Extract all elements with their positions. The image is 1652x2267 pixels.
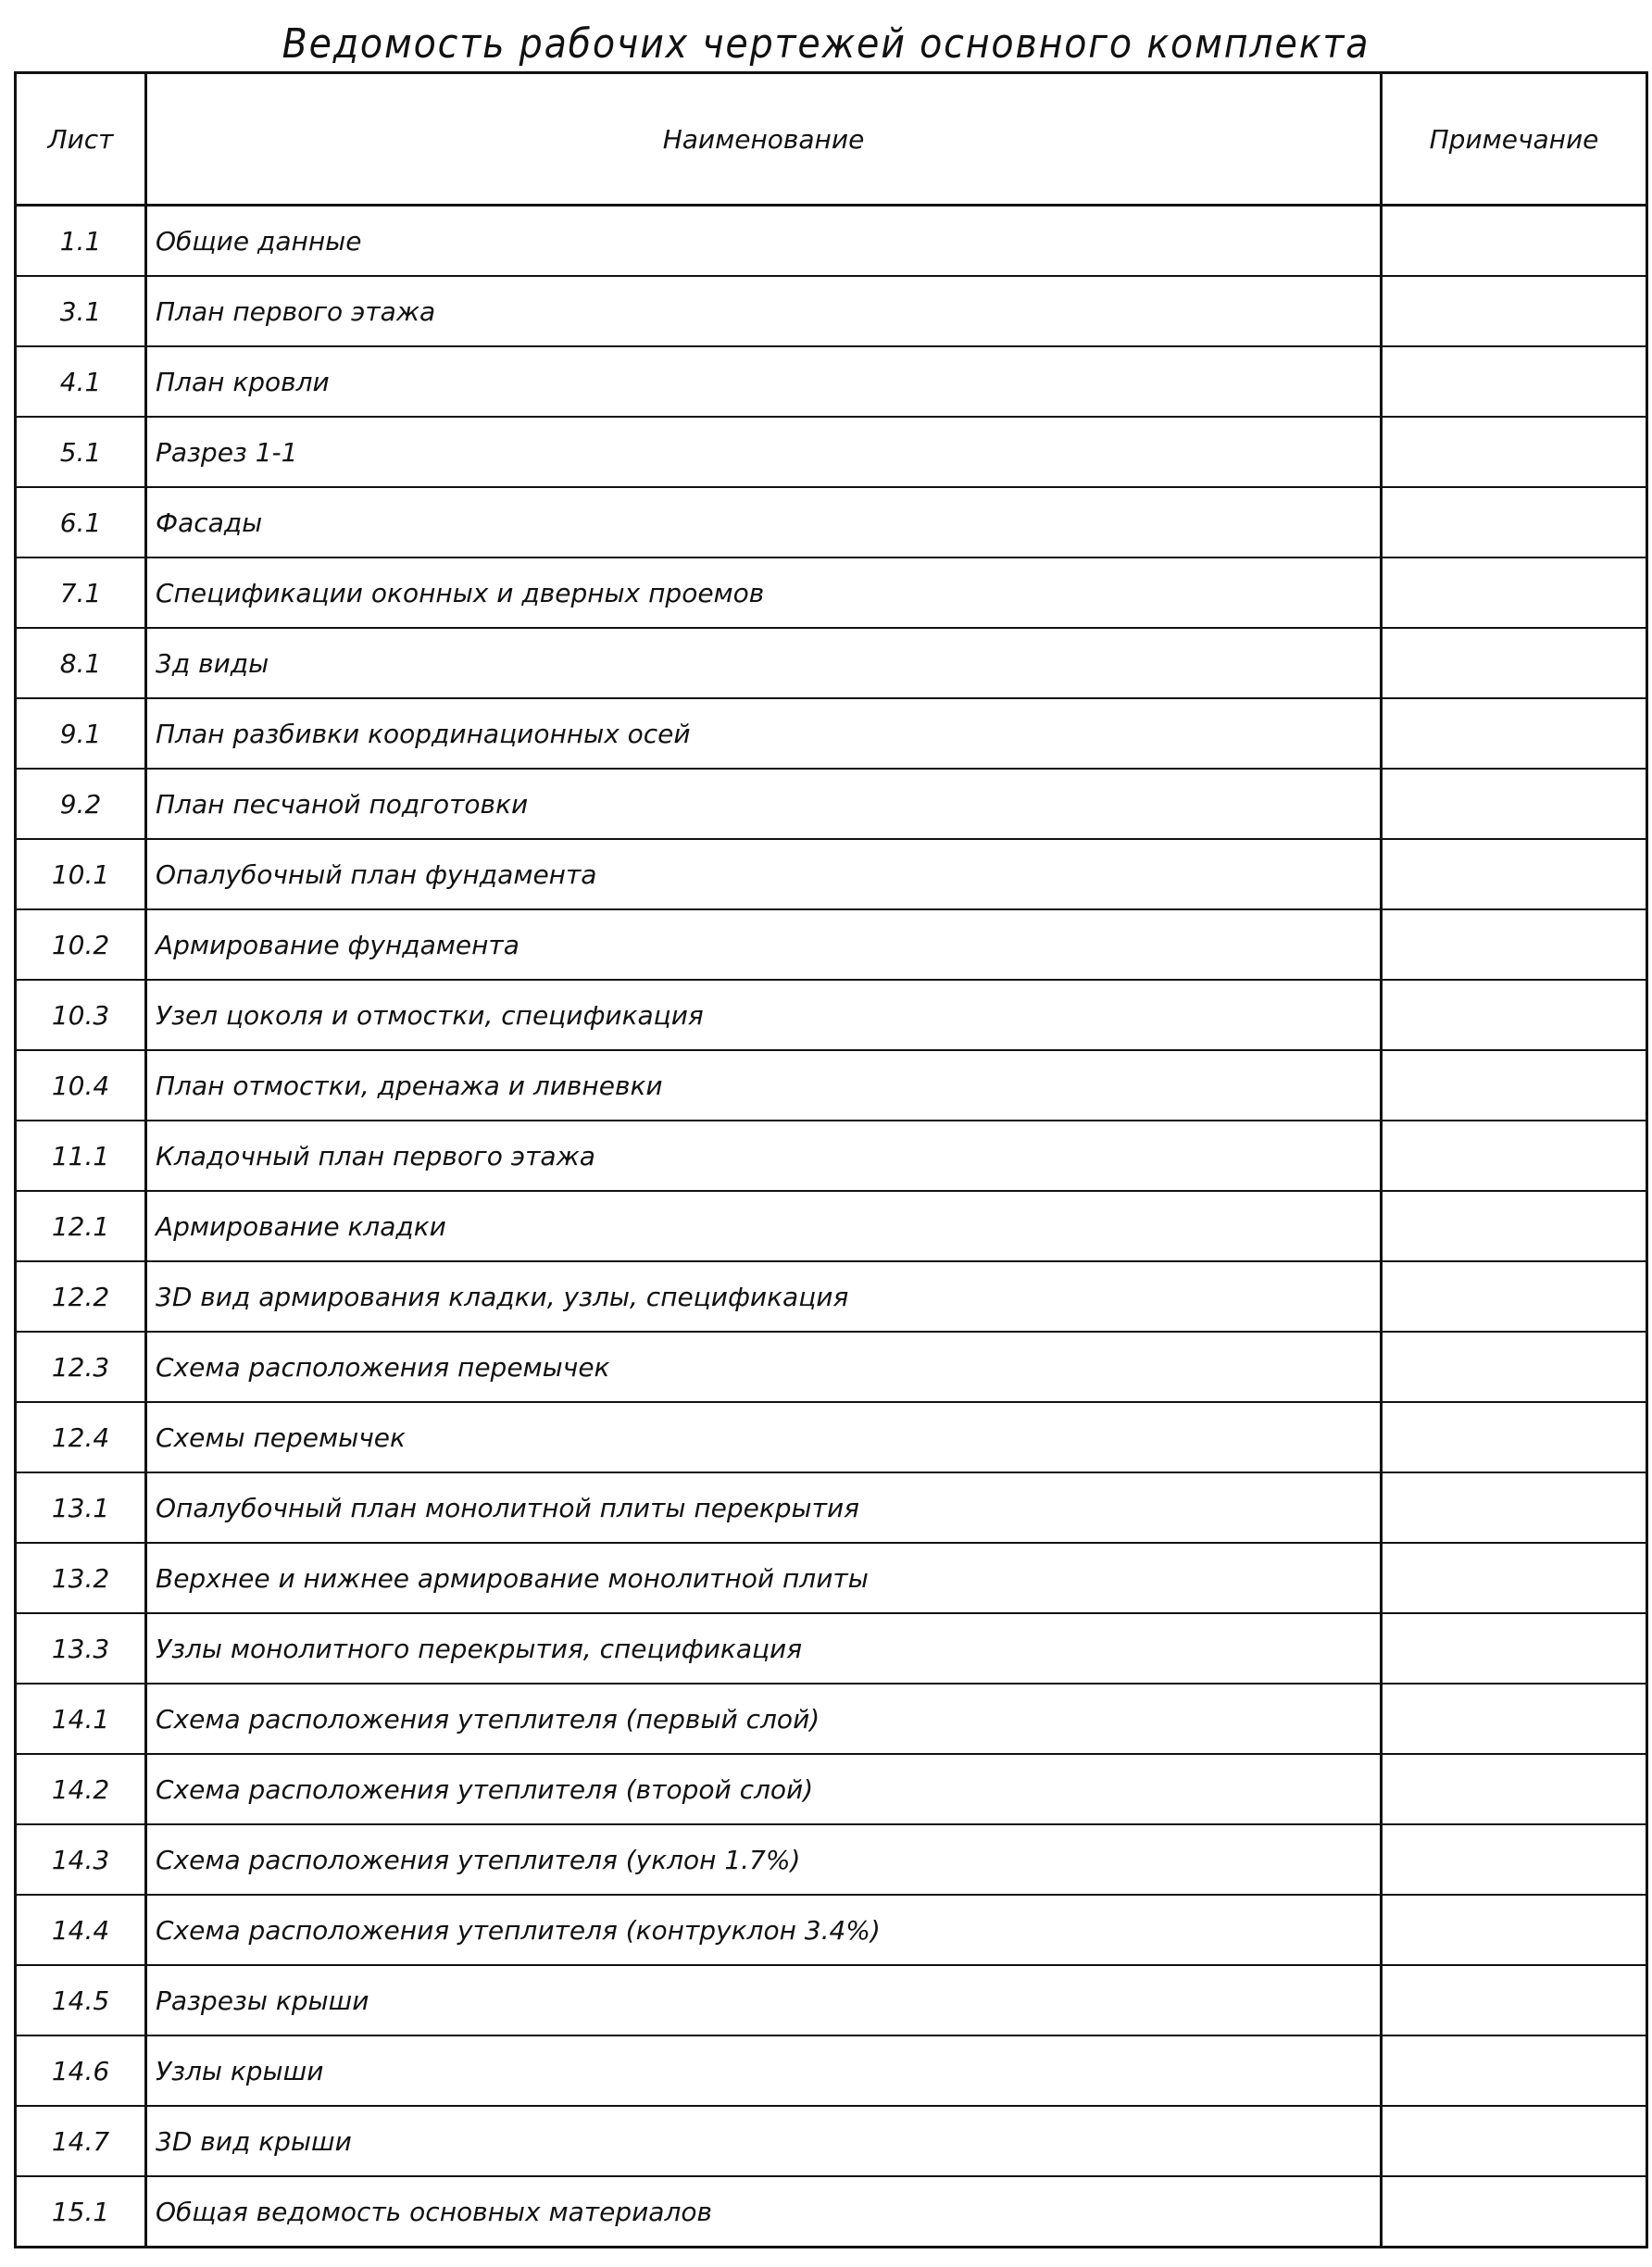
note-cell	[1382, 1965, 1647, 2035]
sheet-number-cell: 15.1	[16, 2176, 146, 2248]
sheet-number-cell: 12.3	[16, 1332, 146, 1402]
note-cell	[1382, 346, 1647, 417]
sheet-name-cell: Опалубочный план фундамента	[146, 839, 1382, 909]
note-cell	[1382, 417, 1647, 487]
sheet-number-cell: 14.7	[16, 2106, 146, 2176]
sheet-number-cell: 12.1	[16, 1191, 146, 1261]
sheet-number-cell: 4.1	[16, 346, 146, 417]
sheet-name-cell: Узлы крыши	[146, 2035, 1382, 2106]
table-row	[16, 769, 1647, 839]
sheet-name-cell: Опалубочный план монолитной плиты перекрытия	[146, 1472, 1382, 1543]
sheet-number-cell: 14.6	[16, 2035, 146, 2106]
sheet-name-cell: Схема расположения утеплителя (первый слой)	[146, 1684, 1382, 1754]
sheet-name-cell: Схема расположения утеплителя (контруклон 3.4%)	[146, 1895, 1382, 1965]
table-row	[16, 1191, 1647, 1261]
note-cell	[1382, 909, 1647, 980]
sheet-number-cell: 13.2	[16, 1543, 146, 1613]
sheet-name-cell: План первого этажа	[146, 276, 1382, 346]
note-cell	[1382, 1402, 1647, 1472]
sheet-number-cell: 14.2	[16, 1754, 146, 1824]
sheet-name-cell: Узлы монолитного перекрытия, спецификация	[146, 1613, 1382, 1684]
sheet-name-cell: Общая ведомость основных материалов	[146, 2176, 1382, 2248]
sheet-number-cell: 3.1	[16, 276, 146, 346]
table-row	[16, 909, 1647, 980]
table-row	[16, 1965, 1647, 2035]
sheet-name-cell: Кладочный план первого этажа	[146, 1121, 1382, 1191]
note-cell	[1382, 980, 1647, 1050]
sheet-name-cell: Схемы перемычек	[146, 1402, 1382, 1472]
note-cell	[1382, 628, 1647, 698]
note-cell	[1382, 1684, 1647, 1754]
note-cell	[1382, 1050, 1647, 1121]
table-row	[16, 2035, 1647, 2106]
document-title: Ведомость рабочих чертежей основного комплекта	[282, 20, 1370, 68]
note-cell	[1382, 839, 1647, 909]
sheet-number-cell: 13.1	[16, 1472, 146, 1543]
sheet-number-cell: 14.5	[16, 1965, 146, 2035]
sheet-number-cell: 10.1	[16, 839, 146, 909]
table-row	[16, 1684, 1647, 1754]
note-cell	[1382, 1895, 1647, 1965]
sheet-number-cell: 10.4	[16, 1050, 146, 1121]
sheet-name-cell: План кровли	[146, 346, 1382, 417]
note-cell	[1382, 557, 1647, 628]
sheet-name-cell: Верхнее и нижнее армирование монолитной плиты	[146, 1543, 1382, 1613]
sheet-number-cell: 6.1	[16, 487, 146, 557]
table-row	[16, 1613, 1647, 1684]
sheet-number-cell: 12.4	[16, 1402, 146, 1472]
sheet-name-cell: План песчаной подготовки	[146, 769, 1382, 839]
sheet-name-cell: Узел цоколя и отмостки, спецификация	[146, 980, 1382, 1050]
header-name: Наименование	[146, 73, 1382, 206]
sheet-name-cell: План разбивки координационных осей	[146, 698, 1382, 769]
sheet-number-cell: 14.1	[16, 1684, 146, 1754]
note-cell	[1382, 1472, 1647, 1543]
table-row	[16, 1050, 1647, 1121]
sheet-name-cell: Спецификации оконных и дверных проемов	[146, 557, 1382, 628]
note-cell	[1382, 1191, 1647, 1261]
sheet-name-cell: Фасады	[146, 487, 1382, 557]
table-row	[16, 2176, 1647, 2248]
note-cell	[1382, 1543, 1647, 1613]
table-row	[16, 1121, 1647, 1191]
sheet-name-cell: План отмостки, дренажа и ливневки	[146, 1050, 1382, 1121]
sheet-number-cell: 10.3	[16, 980, 146, 1050]
note-cell	[1382, 2176, 1647, 2248]
table-header-row	[16, 73, 1647, 206]
sheet-name-cell: 3D вид крыши	[146, 2106, 1382, 2176]
note-cell	[1382, 1261, 1647, 1332]
note-cell	[1382, 1332, 1647, 1402]
sheet-number-cell: 1.1	[16, 206, 146, 277]
sheet-name-cell: Армирование кладки	[146, 1191, 1382, 1261]
sheet-name-cell: 3д виды	[146, 628, 1382, 698]
table-row	[16, 206, 1647, 277]
note-cell	[1382, 206, 1647, 277]
table-row	[16, 1332, 1647, 1402]
note-cell	[1382, 1121, 1647, 1191]
sheet-number-cell: 8.1	[16, 628, 146, 698]
sheet-number-cell: 5.1	[16, 417, 146, 487]
table-row	[16, 1543, 1647, 1613]
table-row	[16, 346, 1647, 417]
sheet-number-cell: 9.1	[16, 698, 146, 769]
table-row	[16, 417, 1647, 487]
sheet-name-cell: Схема расположения утеплителя (уклон 1.7%)	[146, 1824, 1382, 1895]
sheet-name-cell: Схема расположения утеплителя (второй слой)	[146, 1754, 1382, 1824]
sheet-name-cell: Схема расположения перемычек	[146, 1332, 1382, 1402]
drawings-register-table	[14, 71, 1648, 2248]
sheet-number-cell: 7.1	[16, 557, 146, 628]
sheet-number-cell: 9.2	[16, 769, 146, 839]
table-row	[16, 1261, 1647, 1332]
sheet-number-cell: 11.1	[16, 1121, 146, 1191]
table-row	[16, 1754, 1647, 1824]
header-note: Примечание	[1382, 73, 1647, 206]
table-row	[16, 698, 1647, 769]
note-cell	[1382, 1754, 1647, 1824]
table-row	[16, 1895, 1647, 1965]
note-cell	[1382, 276, 1647, 346]
note-cell	[1382, 1824, 1647, 1895]
table-row	[16, 487, 1647, 557]
table-row	[16, 557, 1647, 628]
sheet-number-cell: 14.4	[16, 1895, 146, 1965]
sheet-number-cell: 13.3	[16, 1613, 146, 1684]
table-row	[16, 1824, 1647, 1895]
note-cell	[1382, 769, 1647, 839]
sheet-number-cell: 14.3	[16, 1824, 146, 1895]
note-cell	[1382, 487, 1647, 557]
note-cell	[1382, 2035, 1647, 2106]
sheet-name-cell: 3D вид армирования кладки, узлы, спецификация	[146, 1261, 1382, 1332]
table-row	[16, 276, 1647, 346]
sheet-name-cell: Армирование фундамента	[146, 909, 1382, 980]
note-cell	[1382, 2106, 1647, 2176]
table-row	[16, 839, 1647, 909]
sheet-name-cell: Разрезы крыши	[146, 1965, 1382, 2035]
table-row	[16, 628, 1647, 698]
table-row	[16, 2106, 1647, 2176]
sheet-name-cell: Разрез 1-1	[146, 417, 1382, 487]
sheet-name-cell: Общие данные	[146, 206, 1382, 277]
header-sheet: Лист	[16, 73, 146, 206]
table-row	[16, 980, 1647, 1050]
note-cell	[1382, 1613, 1647, 1684]
sheet-number-cell: 10.2	[16, 909, 146, 980]
sheet-number-cell: 12.2	[16, 1261, 146, 1332]
table-row	[16, 1402, 1647, 1472]
table-row	[16, 1472, 1647, 1543]
note-cell	[1382, 698, 1647, 769]
